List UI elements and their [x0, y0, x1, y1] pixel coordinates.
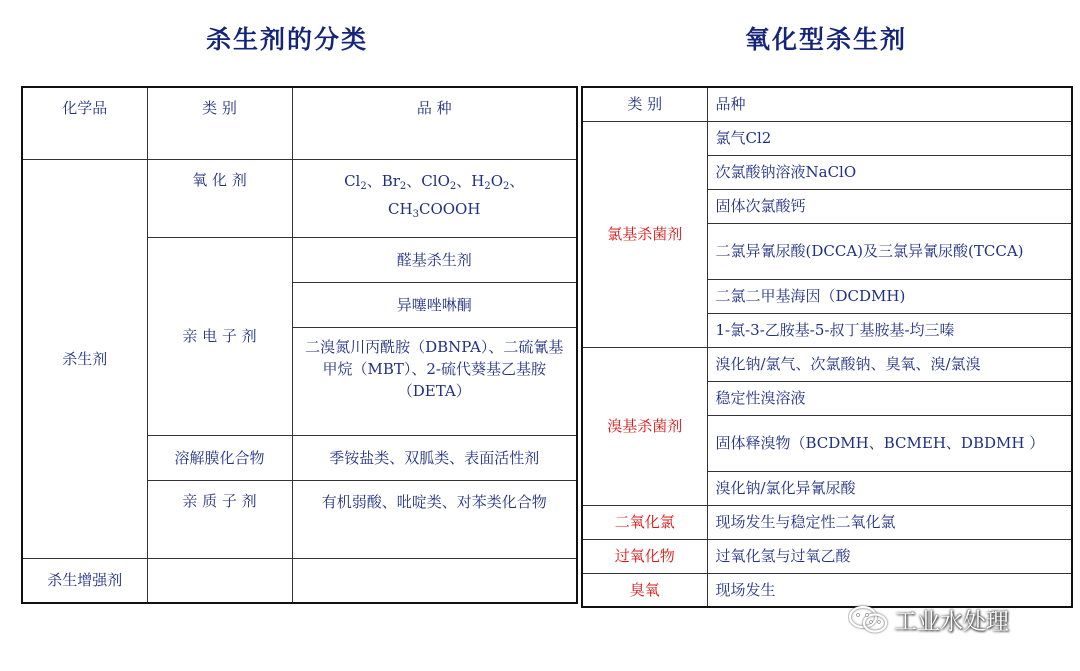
list-item: 稳定性溴溶液	[707, 381, 1072, 415]
category-membrane: 溶解膜化合物	[147, 435, 292, 480]
list-item: 现场发生	[707, 573, 1072, 607]
table-row	[22, 159, 577, 237]
table-row	[22, 558, 577, 603]
header-chemical: 化学品	[22, 87, 147, 159]
electrophile-item: 异噻唑啉酮	[292, 282, 577, 327]
electrophile-item: 二溴氮川丙酰胺（DBNPA）、二硫氰基甲烷（MBT）、2-硫代葵基乙基胺（DETA）	[292, 327, 577, 435]
list-item: 二氯异氰尿酸(DCCA)及三氯异氰尿酸(TCCA)	[707, 223, 1072, 279]
table-row	[582, 347, 1072, 381]
category-chlorine: 氯基杀菌剂	[582, 121, 707, 347]
left-title: 杀生剂的分类	[206, 25, 369, 54]
list-item: 固体次氯酸钙	[707, 189, 1072, 223]
watermark	[848, 603, 1009, 636]
list-item: 固体释溴物（BCDMH、BCMEH、DBDMH ）	[707, 415, 1072, 471]
category-peroxide: 过氧化物	[582, 539, 707, 573]
watermark-text: 工业水处理	[894, 609, 1009, 635]
protophile-items: 有机弱酸、吡啶类、对苯类化合物	[292, 480, 577, 558]
list-item: 次氯酸钠溶液NaClO	[707, 155, 1072, 189]
category-ozone: 臭氧	[582, 573, 707, 607]
right-title: 氧化型杀生剂	[745, 25, 908, 54]
oxidizer-items: $Cl_2$、$Br_2$、ClO$_2$、$H_2O_2$、 $CH_3COOOH$	[292, 159, 577, 237]
empty-cell	[147, 558, 292, 603]
oxidizing-biocide-table	[581, 86, 1073, 608]
electrophile-item: 醛基杀生剂	[292, 237, 577, 282]
membrane-items: 季铵盐类、双胍类、表面活性剂	[292, 435, 577, 480]
category-bromine: 溴基杀菌剂	[582, 347, 707, 505]
biocide-classification-table	[21, 86, 578, 604]
category-protophile: 亲 质 子 剂	[147, 480, 292, 558]
list-item: 1-氯-3-乙胺基-5-叔丁基胺基-均三嗪	[707, 313, 1072, 347]
list-item: 氯气Cl2	[707, 121, 1072, 155]
table-row	[582, 121, 1072, 155]
header-variety: 品种	[707, 87, 1072, 121]
list-item: 过氧化氢与过氧乙酸	[707, 539, 1072, 573]
list-item: 现场发生与稳定性二氧化氯	[707, 505, 1072, 539]
list-item: 溴化钠/氯化异氰尿酸	[707, 471, 1072, 505]
table-row	[582, 573, 1072, 607]
category-electrophile: 亲 电 子 剂	[147, 237, 292, 435]
chemical-biocide: 杀生剂	[22, 159, 147, 558]
header-variety: 品 种	[292, 87, 577, 159]
list-item: 溴化钠/氯气、次氯酸钠、臭氧、溴/氯溴	[707, 347, 1072, 381]
header-category: 类 别	[582, 87, 707, 121]
empty-cell	[292, 558, 577, 603]
chemical-enhancer: 杀生增强剂	[22, 558, 147, 603]
table-row	[582, 539, 1072, 573]
table-row	[582, 505, 1072, 539]
category-chlorine-dioxide: 二氧化氯	[582, 505, 707, 539]
table-header-row	[22, 87, 577, 159]
category-oxidizer: 氧 化 剂	[147, 159, 292, 237]
wechat-icon	[848, 604, 890, 636]
list-item: 二氯二甲基海因（DCDMH)	[707, 279, 1072, 313]
table-header-row	[582, 87, 1072, 121]
header-category: 类 别	[147, 87, 292, 159]
